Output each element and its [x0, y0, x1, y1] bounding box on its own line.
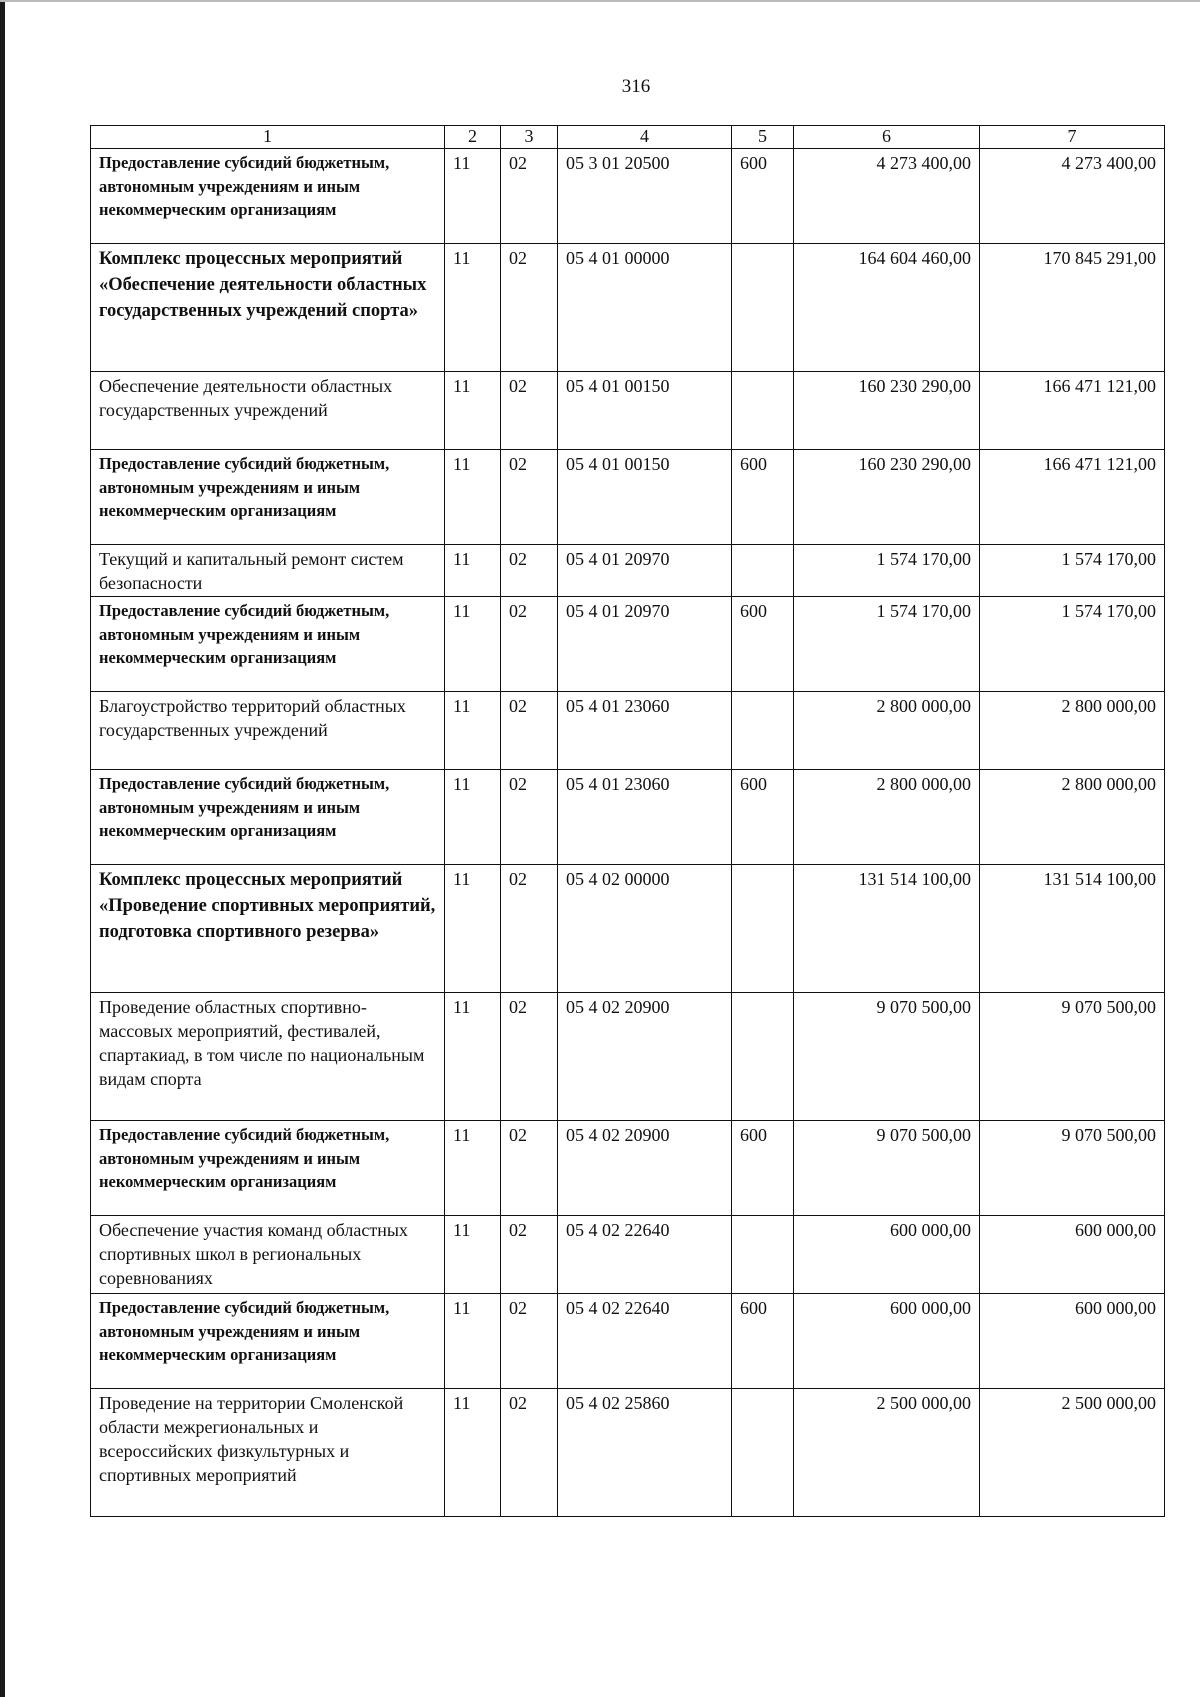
subsection-code-cell: 02 [501, 993, 558, 1121]
amount-year-2-cell: 9 070 500,00 [980, 1121, 1165, 1216]
subsection-code-cell: 02 [501, 770, 558, 865]
amount-year-2-cell: 9 070 500,00 [980, 993, 1165, 1121]
amount-year-2-cell: 2 500 000,00 [980, 1389, 1165, 1517]
row-name-cell: Проведение областных спортивно-массовых мероприятий, фестивалей, спартакиад, в том числе по национальным видам спорта [91, 993, 445, 1121]
table-row [91, 1121, 1165, 1216]
expense-type-cell [732, 244, 794, 372]
target-article-cell: 05 4 02 22640 [558, 1216, 732, 1294]
amount-year-2-cell: 2 800 000,00 [980, 770, 1165, 865]
table-row [91, 865, 1165, 993]
amount-year-1-cell: 600 000,00 [794, 1294, 980, 1389]
amount-year-2-cell: 131 514 100,00 [980, 865, 1165, 993]
row-name-cell: Предоставление субсидий бюджетным, автономным учреждениям и иным некоммерческим организациям [91, 450, 445, 545]
table-row [91, 1389, 1165, 1517]
row-name-cell: Комплекс процессных мероприятий «Обеспечение деятельности областных государственных учреждений спорта» [91, 244, 445, 372]
target-article-cell: 05 4 01 20970 [558, 545, 732, 597]
expense-type-cell: 600 [732, 1294, 794, 1389]
row-name-cell: Благоустройство территорий областных государственных учреждений [91, 692, 445, 770]
section-code-cell: 11 [445, 372, 501, 450]
section-code-cell: 11 [445, 692, 501, 770]
row-name-cell: Обеспечение участия команд областных спортивных школ в региональных соревнованиях [91, 1216, 445, 1294]
table-row [91, 993, 1165, 1121]
subsection-code-cell: 02 [501, 545, 558, 597]
subsection-code-cell: 02 [501, 149, 558, 244]
amount-year-2-cell: 166 471 121,00 [980, 450, 1165, 545]
expense-type-cell [732, 1389, 794, 1517]
amount-year-2-cell: 1 574 170,00 [980, 597, 1165, 692]
table-row [91, 244, 1165, 372]
row-name-cell: Комплекс процессных мероприятий «Проведение спортивных мероприятий, подготовка спортивного резерва» [91, 865, 445, 993]
table-row [91, 692, 1165, 770]
section-code-cell: 11 [445, 865, 501, 993]
expense-type-cell: 600 [732, 597, 794, 692]
amount-year-2-cell: 2 800 000,00 [980, 692, 1165, 770]
column-header: 4 [558, 126, 732, 149]
target-article-cell: 05 4 01 00000 [558, 244, 732, 372]
target-article-cell: 05 4 02 20900 [558, 993, 732, 1121]
expense-type-cell: 600 [732, 450, 794, 545]
target-article-cell: 05 4 02 00000 [558, 865, 732, 993]
subsection-code-cell: 02 [501, 692, 558, 770]
page-number: 316 [621, 76, 651, 97]
row-name-cell: Предоставление субсидий бюджетным, автономным учреждениям и иным некоммерческим организациям [91, 597, 445, 692]
amount-year-1-cell: 1 574 170,00 [794, 597, 980, 692]
amount-year-1-cell: 160 230 290,00 [794, 450, 980, 545]
table-row [91, 1216, 1165, 1294]
column-header: 3 [501, 126, 558, 149]
amount-year-2-cell: 600 000,00 [980, 1294, 1165, 1389]
row-name-cell: Проведение на территории Смоленской области межрегиональных и всероссийских физкультурных и спортивных мероприятий [91, 1389, 445, 1517]
amount-year-1-cell: 9 070 500,00 [794, 993, 980, 1121]
row-name-cell: Текущий и капитальный ремонт систем безопасности [91, 545, 445, 597]
amount-year-2-cell: 4 273 400,00 [980, 149, 1165, 244]
table-header-row [91, 126, 1165, 149]
target-article-cell: 05 4 01 23060 [558, 770, 732, 865]
scan-edge-top [0, 0, 1200, 2]
table-row [91, 149, 1165, 244]
target-article-cell: 05 3 01 20500 [558, 149, 732, 244]
column-header: 5 [732, 126, 794, 149]
target-article-cell: 05 4 02 22640 [558, 1294, 732, 1389]
expense-type-cell [732, 372, 794, 450]
table-row [91, 450, 1165, 545]
amount-year-2-cell: 170 845 291,00 [980, 244, 1165, 372]
section-code-cell: 11 [445, 993, 501, 1121]
amount-year-1-cell: 2 800 000,00 [794, 692, 980, 770]
target-article-cell: 05 4 02 25860 [558, 1389, 732, 1517]
amount-year-1-cell: 4 273 400,00 [794, 149, 980, 244]
target-article-cell: 05 4 01 23060 [558, 692, 732, 770]
table-row [91, 1294, 1165, 1389]
target-article-cell: 05 4 01 00150 [558, 372, 732, 450]
section-code-cell: 11 [445, 770, 501, 865]
row-name-cell: Обеспечение деятельности областных государственных учреждений [91, 372, 445, 450]
subsection-code-cell: 02 [501, 1216, 558, 1294]
subsection-code-cell: 02 [501, 1121, 558, 1216]
table-row [91, 372, 1165, 450]
expense-type-cell [732, 865, 794, 993]
amount-year-2-cell: 600 000,00 [980, 1216, 1165, 1294]
subsection-code-cell: 02 [501, 244, 558, 372]
budget-table [90, 125, 1165, 1517]
section-code-cell: 11 [445, 597, 501, 692]
expense-type-cell: 600 [732, 149, 794, 244]
section-code-cell: 11 [445, 244, 501, 372]
table-row [91, 597, 1165, 692]
row-name-cell: Предоставление субсидий бюджетным, автономным учреждениям и иным некоммерческим организациям [91, 770, 445, 865]
amount-year-1-cell: 600 000,00 [794, 1216, 980, 1294]
amount-year-2-cell: 166 471 121,00 [980, 372, 1165, 450]
expense-type-cell: 600 [732, 770, 794, 865]
section-code-cell: 11 [445, 1294, 501, 1389]
table-row [91, 545, 1165, 597]
expense-type-cell [732, 692, 794, 770]
row-name-cell: Предоставление субсидий бюджетным, автономным учреждениям и иным некоммерческим организациям [91, 1294, 445, 1389]
subsection-code-cell: 02 [501, 1294, 558, 1389]
row-name-cell: Предоставление субсидий бюджетным, автономным учреждениям и иным некоммерческим организациям [91, 1121, 445, 1216]
subsection-code-cell: 02 [501, 1389, 558, 1517]
scan-edge-left [0, 0, 5, 1697]
section-code-cell: 11 [445, 450, 501, 545]
expense-type-cell [732, 545, 794, 597]
table-row [91, 770, 1165, 865]
section-code-cell: 11 [445, 1121, 501, 1216]
section-code-cell: 11 [445, 1389, 501, 1517]
expense-type-cell [732, 1216, 794, 1294]
section-code-cell: 11 [445, 1216, 501, 1294]
column-header: 2 [445, 126, 501, 149]
amount-year-1-cell: 160 230 290,00 [794, 372, 980, 450]
column-header: 1 [91, 126, 445, 149]
subsection-code-cell: 02 [501, 865, 558, 993]
amount-year-1-cell: 2 800 000,00 [794, 770, 980, 865]
target-article-cell: 05 4 02 20900 [558, 1121, 732, 1216]
amount-year-1-cell: 164 604 460,00 [794, 244, 980, 372]
section-code-cell: 11 [445, 149, 501, 244]
subsection-code-cell: 02 [501, 450, 558, 545]
expense-type-cell [732, 993, 794, 1121]
amount-year-1-cell: 131 514 100,00 [794, 865, 980, 993]
amount-year-1-cell: 1 574 170,00 [794, 545, 980, 597]
subsection-code-cell: 02 [501, 372, 558, 450]
target-article-cell: 05 4 01 20970 [558, 597, 732, 692]
amount-year-2-cell: 1 574 170,00 [980, 545, 1165, 597]
column-header: 7 [980, 126, 1165, 149]
amount-year-1-cell: 9 070 500,00 [794, 1121, 980, 1216]
column-header: 6 [794, 126, 980, 149]
subsection-code-cell: 02 [501, 597, 558, 692]
target-article-cell: 05 4 01 00150 [558, 450, 732, 545]
expense-type-cell: 600 [732, 1121, 794, 1216]
row-name-cell: Предоставление субсидий бюджетным, автономным учреждениям и иным некоммерческим организациям [91, 149, 445, 244]
amount-year-1-cell: 2 500 000,00 [794, 1389, 980, 1517]
section-code-cell: 11 [445, 545, 501, 597]
